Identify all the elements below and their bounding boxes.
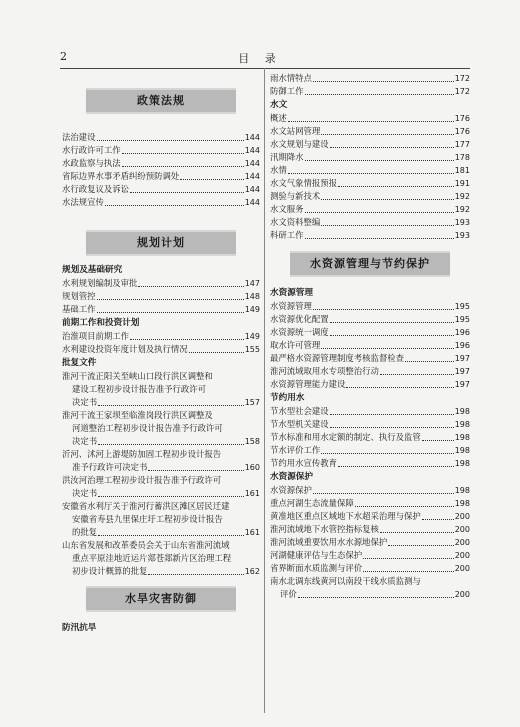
entry-title: 河湖健康评估与生态保护 bbox=[270, 550, 363, 560]
entry-title: 淮河流域取用水专项整治行动 bbox=[270, 366, 379, 376]
page-ref: 197 bbox=[454, 380, 470, 389]
policy-list bbox=[62, 131, 260, 209]
page-ref: 172 bbox=[454, 87, 470, 96]
page-ref: 200 bbox=[454, 525, 470, 534]
water-management-list bbox=[270, 300, 470, 391]
toc-entry bbox=[270, 164, 470, 177]
page-ref: 198 bbox=[454, 407, 470, 416]
entry-title: 水资源保护 bbox=[270, 485, 312, 495]
dot-leader bbox=[321, 348, 453, 349]
dot-leader bbox=[321, 199, 453, 200]
section-heading-hydrology: 水文 bbox=[270, 100, 288, 110]
entry-title-line: 淮河干流王家坝至临淮岗段行洪区调整及 bbox=[62, 410, 213, 420]
page-ref: 158 bbox=[244, 437, 260, 446]
entry-title: 水法规宣传 bbox=[62, 197, 104, 207]
dot-leader bbox=[330, 322, 454, 323]
toc-entry bbox=[270, 352, 470, 365]
toc-entry bbox=[270, 85, 470, 98]
dot-leader bbox=[138, 286, 243, 287]
entry-title: 汛期降水 bbox=[270, 152, 304, 162]
entry-title: 最严格水资源管理制度考核监督检查 bbox=[270, 353, 404, 363]
section-banner-policy: 政策法规 bbox=[86, 88, 236, 114]
dot-leader bbox=[346, 387, 453, 388]
dot-leader bbox=[422, 440, 454, 441]
dot-leader bbox=[148, 470, 243, 471]
entry-title: 科研工作 bbox=[270, 230, 304, 240]
toc-entry-multiline bbox=[62, 448, 260, 474]
toc-entry bbox=[270, 378, 470, 391]
page-ref: 144 bbox=[244, 198, 260, 207]
subsection-heading: 批复文件 bbox=[62, 358, 97, 368]
toc-entry bbox=[270, 203, 470, 216]
toc-entry-multiline bbox=[62, 370, 260, 409]
dot-leader bbox=[330, 414, 454, 415]
section-banner-disaster: 水旱灾害防御 bbox=[86, 586, 236, 612]
toc-entry bbox=[270, 418, 470, 431]
entry-title: 水资源统一调度 bbox=[270, 327, 329, 337]
dot-leader bbox=[321, 134, 453, 135]
page-number: 2 bbox=[60, 50, 67, 63]
entry-title: 淮河流域地下水管控指标复核 bbox=[270, 524, 379, 534]
page-ref: 149 bbox=[244, 305, 260, 314]
toc-entry bbox=[270, 300, 470, 313]
section-banner-water-resources: 水资源管理与节约保护 bbox=[290, 251, 450, 277]
entry-title: 雨水情特点 bbox=[270, 73, 312, 83]
page-ref: 198 bbox=[454, 486, 470, 495]
toc-entry bbox=[62, 144, 260, 157]
toc-entry bbox=[62, 277, 260, 290]
page-ref: 198 bbox=[454, 433, 470, 442]
dot-leader bbox=[380, 532, 454, 533]
toc-entry bbox=[270, 497, 470, 510]
entry-title: 淮河流域重要饮用水水源地保护 bbox=[270, 537, 388, 547]
page-ref: 181 bbox=[454, 166, 470, 175]
page-ref: 157 bbox=[244, 398, 260, 407]
dot-leader bbox=[305, 160, 454, 161]
page-ref: 178 bbox=[454, 153, 470, 162]
toc-entry bbox=[270, 112, 470, 125]
entry-title: 治淮项目前期工作 bbox=[62, 331, 129, 341]
water-protection-list bbox=[270, 484, 470, 575]
page-ref: 144 bbox=[244, 133, 260, 142]
page-ref: 196 bbox=[454, 328, 470, 337]
page-ref: 195 bbox=[454, 315, 470, 324]
page-ref: 162 bbox=[244, 567, 260, 576]
entry-title: 的批复 bbox=[72, 527, 98, 537]
investment-list bbox=[62, 330, 260, 356]
toc-entry bbox=[270, 588, 470, 601]
toc-entry bbox=[62, 170, 260, 183]
page-ref: 197 bbox=[454, 354, 470, 363]
toc-entry bbox=[62, 290, 260, 303]
dot-leader bbox=[180, 179, 243, 180]
dot-leader bbox=[98, 496, 244, 497]
toc-entry bbox=[270, 125, 470, 138]
entry-title: 重点河湖生态流量保障 bbox=[270, 498, 354, 508]
entry-title: 节约用水宣传教育 bbox=[270, 458, 337, 468]
page-ref: 144 bbox=[244, 146, 260, 155]
page-ref: 149 bbox=[244, 332, 260, 341]
water-saving-list bbox=[270, 405, 470, 470]
toc-entry bbox=[270, 72, 470, 85]
dot-leader bbox=[97, 299, 244, 300]
dot-leader bbox=[298, 597, 454, 598]
entry-title: 防御工作 bbox=[270, 86, 304, 96]
entry-title-line: 安徽省寿县九里保庄圩工程初步设计报告 bbox=[72, 514, 223, 524]
page-ref: 198 bbox=[454, 499, 470, 508]
entry-title: 省界断面水质监测与评价 bbox=[270, 563, 363, 573]
dot-leader bbox=[98, 444, 244, 445]
toc-entry bbox=[270, 313, 470, 326]
dot-leader bbox=[130, 339, 244, 340]
toc-entry bbox=[62, 435, 260, 448]
entry-title-line: 河道整治工程初步设计报告准予行政许可 bbox=[72, 423, 223, 433]
toc-entry bbox=[270, 339, 470, 352]
toc-entry bbox=[62, 303, 260, 316]
dot-leader bbox=[305, 212, 454, 213]
entry-title: 决定书 bbox=[72, 397, 98, 407]
entry-title: 节水型机关建设 bbox=[270, 419, 329, 429]
dot-leader bbox=[122, 153, 244, 154]
entry-title: 水资源管理 bbox=[270, 301, 312, 311]
toc-entry bbox=[62, 131, 260, 144]
toc-entry bbox=[270, 405, 470, 418]
page-ref: 177 bbox=[454, 140, 470, 149]
toc-entry bbox=[270, 549, 470, 562]
dot-leader bbox=[313, 309, 454, 310]
toc-entry bbox=[62, 526, 260, 539]
page-ref: 192 bbox=[454, 205, 470, 214]
dot-leader bbox=[305, 94, 454, 95]
section-banner-planning: 规划计划 bbox=[86, 230, 236, 256]
dot-leader bbox=[288, 173, 454, 174]
entry-title: 水政监察与执法 bbox=[62, 158, 121, 168]
page-title: 目 录 bbox=[238, 52, 282, 65]
page-ref: 193 bbox=[454, 218, 470, 227]
entry-title-line: 淮河干流正阳关至峡山口段行洪区调整和 bbox=[62, 371, 213, 381]
entry-title: 准予行政许可决定书 bbox=[72, 462, 148, 472]
entry-title: 节水标准和用水定额的制定、执行及监管 bbox=[270, 432, 421, 442]
entry-title: 基础工作 bbox=[62, 304, 96, 314]
page-ref: 198 bbox=[454, 420, 470, 429]
left-column bbox=[62, 72, 260, 635]
dot-leader bbox=[363, 571, 454, 572]
toc-entry bbox=[270, 365, 470, 378]
entry-title: 水利建设投资年度计划及执行情况 bbox=[62, 344, 188, 354]
entry-title-line: 重点平原洼地近运片郯苍郯新片区治理工程 bbox=[72, 553, 232, 563]
dot-leader bbox=[380, 374, 454, 375]
header-rule bbox=[60, 68, 470, 69]
page-ref: 148 bbox=[244, 292, 260, 301]
approval-docs-list bbox=[62, 370, 260, 578]
entry-title: 取水许可管理 bbox=[270, 340, 321, 350]
dot-leader bbox=[313, 493, 454, 494]
page-ref: 176 bbox=[454, 114, 470, 123]
entry-title: 初步设计概算的批复 bbox=[72, 566, 148, 576]
planning-list bbox=[62, 277, 260, 316]
toc-entry bbox=[270, 216, 470, 229]
toc-entry bbox=[62, 343, 260, 356]
page-ref: 160 bbox=[244, 463, 260, 472]
page-ref: 200 bbox=[454, 512, 470, 521]
page-ref: 200 bbox=[454, 551, 470, 560]
dot-leader bbox=[321, 453, 453, 454]
entry-title: 概述 bbox=[270, 113, 287, 123]
toc-entry bbox=[270, 177, 470, 190]
toc-entry bbox=[270, 138, 470, 151]
dot-leader bbox=[405, 361, 454, 362]
final-entry bbox=[270, 575, 470, 601]
subsection-heading: 规划及基础研究 bbox=[62, 265, 123, 275]
toc-entry bbox=[270, 444, 470, 457]
dot-leader bbox=[355, 506, 454, 507]
page-ref: 192 bbox=[454, 192, 470, 201]
entry-title: 水利规划编制及审批 bbox=[62, 278, 138, 288]
dot-leader bbox=[148, 574, 243, 575]
page-ref: 172 bbox=[454, 74, 470, 83]
toc-entry-multiline bbox=[62, 409, 260, 448]
page-ref: 144 bbox=[244, 159, 260, 168]
dot-leader bbox=[363, 558, 454, 559]
entry-title: 水行政复议及诉讼 bbox=[62, 184, 129, 194]
dot-leader bbox=[122, 166, 244, 167]
page-ref: 144 bbox=[244, 185, 260, 194]
dot-leader bbox=[98, 405, 244, 406]
subsection-heading: 水资源管理 bbox=[270, 288, 313, 298]
toc-entry bbox=[270, 484, 470, 497]
dot-leader bbox=[305, 238, 454, 239]
toc-entry bbox=[270, 229, 470, 242]
entry-title: 节水评价工作 bbox=[270, 445, 321, 455]
dot-leader bbox=[330, 147, 454, 148]
page-ref: 197 bbox=[454, 367, 470, 376]
entry-title: 水文气象情报预报 bbox=[270, 178, 337, 188]
entry-title: 省际边界水事矛盾纠纷预防调处 bbox=[62, 171, 180, 181]
toc-entry bbox=[270, 562, 470, 575]
entry-title: 水资源优化配置 bbox=[270, 314, 329, 324]
toc-entry bbox=[62, 461, 260, 474]
page-ref: 191 bbox=[454, 179, 470, 188]
toc-entry bbox=[62, 565, 260, 578]
entry-title-line: 山东省发展和改革委员会关于山东省淮河流域 bbox=[62, 540, 230, 550]
toc-entry bbox=[62, 487, 260, 500]
page-ref: 161 bbox=[244, 528, 260, 537]
dot-leader bbox=[105, 205, 244, 206]
entry-title: 水文规划与建设 bbox=[270, 139, 329, 149]
entry-title: 节水型社会建设 bbox=[270, 406, 329, 416]
entry-title: 决定书 bbox=[72, 436, 98, 446]
subsection-heading: 节约用水 bbox=[270, 393, 305, 403]
entry-title: 测验与新技术 bbox=[270, 191, 321, 201]
entry-title: 水情 bbox=[270, 165, 287, 175]
toc-entry bbox=[270, 457, 470, 470]
dot-leader bbox=[388, 545, 453, 546]
dot-leader bbox=[313, 81, 454, 82]
toc-entry bbox=[62, 157, 260, 170]
entry-title: 水资源管理能力建设 bbox=[270, 379, 346, 389]
dot-leader bbox=[338, 186, 454, 187]
column-divider bbox=[264, 68, 265, 713]
toc-entry bbox=[270, 151, 470, 164]
page-ref: 161 bbox=[244, 489, 260, 498]
right-column bbox=[270, 72, 470, 601]
toc-entry bbox=[62, 196, 260, 209]
entry-title: 法治建设 bbox=[62, 132, 96, 142]
page-ref: 144 bbox=[244, 172, 260, 181]
entry-title-line: 建设工程初步设计报告准予行政许可 bbox=[72, 384, 206, 394]
dot-leader bbox=[98, 535, 244, 536]
entry-title: 黄准地区重点区域地下水超采治理与保护 bbox=[270, 511, 421, 521]
dot-leader bbox=[321, 225, 453, 226]
dot-leader bbox=[189, 352, 244, 353]
entry-title-line: 安徽省水利厅关于淮河行蓄洪区滩区居民迁建 bbox=[62, 501, 230, 511]
dot-leader bbox=[330, 335, 454, 336]
subsection-heading: 前期工作和投资计划 bbox=[62, 318, 140, 328]
entry-title: 水行政许可工作 bbox=[62, 145, 121, 155]
entry-title: 评价 bbox=[280, 589, 297, 599]
toc-entry bbox=[270, 431, 470, 444]
dot-leader bbox=[422, 519, 454, 520]
page-ref: 193 bbox=[454, 231, 470, 240]
flood-list bbox=[270, 72, 470, 98]
toc-entry bbox=[62, 396, 260, 409]
entry-title: 决定书 bbox=[72, 488, 98, 498]
toc-entry bbox=[270, 523, 470, 536]
entry-title-line: 沂河、沭河上游堤防加固工程初步设计报告 bbox=[62, 449, 222, 459]
toc-entry bbox=[270, 536, 470, 549]
dot-leader bbox=[330, 427, 454, 428]
page-ref: 195 bbox=[454, 302, 470, 311]
toc-entry-multiline bbox=[270, 575, 470, 601]
entry-title: 规划管控 bbox=[62, 291, 96, 301]
toc-entry bbox=[62, 183, 260, 196]
toc-entry-multiline bbox=[62, 474, 260, 500]
subsection-heading: 水资源保护 bbox=[270, 472, 313, 482]
entry-title: 水文资料整编 bbox=[270, 217, 321, 227]
toc-entry-multiline bbox=[62, 500, 260, 539]
page-ref: 200 bbox=[454, 590, 470, 599]
dot-leader bbox=[97, 312, 244, 313]
page-ref: 200 bbox=[454, 538, 470, 547]
page-ref: 196 bbox=[454, 341, 470, 350]
entry-title-line: 南水北调东线黄河以南段干线水质监测与 bbox=[270, 576, 421, 586]
entry-title-line: 洪汝河治理工程初步设计报告准予行政许可 bbox=[62, 475, 222, 485]
page-ref: 176 bbox=[454, 127, 470, 136]
dot-leader bbox=[338, 466, 454, 467]
toc-entry bbox=[270, 190, 470, 203]
toc-entry bbox=[270, 326, 470, 339]
dot-leader bbox=[97, 140, 244, 141]
entry-title: 水文站网管理 bbox=[270, 126, 321, 136]
toc-entry bbox=[62, 330, 260, 343]
dot-leader bbox=[288, 121, 454, 122]
page-ref: 200 bbox=[454, 564, 470, 573]
page-ref: 198 bbox=[454, 459, 470, 468]
dot-leader bbox=[130, 192, 244, 193]
hydrology-list bbox=[270, 112, 470, 242]
page-ref: 147 bbox=[244, 279, 260, 288]
toc-entry-multiline bbox=[62, 539, 260, 578]
page-ref: 198 bbox=[454, 446, 470, 455]
entry-title: 水文服务 bbox=[270, 204, 304, 214]
page-ref: 155 bbox=[244, 345, 260, 354]
subsection-heading: 防汛抗旱 bbox=[62, 623, 97, 633]
toc-entry bbox=[270, 510, 470, 523]
